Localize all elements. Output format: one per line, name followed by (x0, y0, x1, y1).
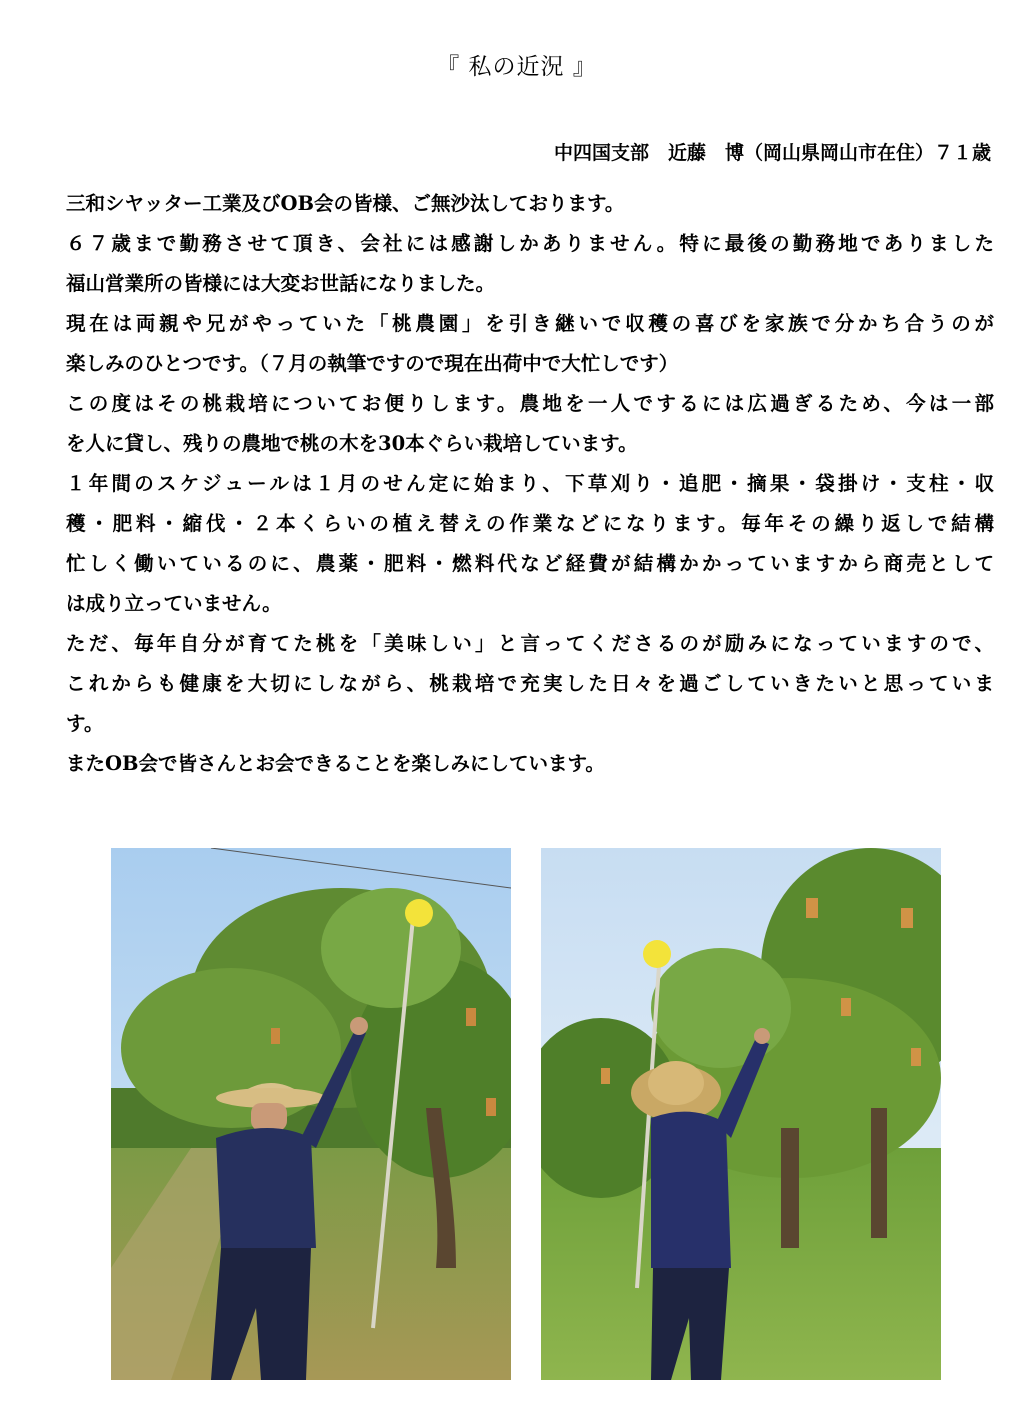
peach-orchard-photo-icon (111, 848, 511, 1380)
body-line: ６７歳まで勤務させて頂き、会社には感謝しかありません。特に最後の勤務地でありました (66, 232, 994, 255)
body-line: １年間のスケジュールは１月のせん定に始まり、下草刈り・追肥・摘果・袋掛け・支柱・収 (66, 472, 994, 495)
body-line: ただ、毎年自分が育てた桃を「美味しい」と言ってくださるのが励みになっていますので、 (66, 632, 994, 655)
body-line: 現在は両親や兄がやっていた「桃農園」を引き継いで収穫の喜びを家族で分かち合うのが (66, 312, 994, 335)
body-line: は成り立っていません。 (66, 592, 282, 615)
body-line: 三和シヤッター工業及びOB会の皆様、ご無沙汰しております。 (66, 192, 625, 215)
body-line: 穫・肥料・縮伐・２本くらいの植え替えの作業などになります。毎年その繰り返しで結構 (66, 512, 994, 535)
article-title: 『 私の近況 』 (436, 54, 597, 80)
body-line: 楽しみのひとつです。（７月の執筆ですので現在出荷中で大忙しです） (66, 352, 679, 375)
orchard-photo-right (541, 848, 941, 1380)
body-line: またOB会で皆さんとお会できることを楽しみにしています。 (66, 752, 605, 775)
body-line: この度はその桃栽培についてお便りします。農地を一人でするには広過ぎるため、今は一部 (66, 392, 994, 415)
body-line: これからも健康を大切にしながら、桃栽培で充実した日々を過ごしていきたいと思っていま (66, 672, 994, 695)
body-line: 忙しく働いているのに、農薬・肥料・燃料代など経費が結構かかっていますから商売として (66, 552, 994, 575)
body-line: す。 (66, 712, 104, 735)
body-line: 福山営業所の皆様には大変お世話になりました。 (66, 272, 496, 295)
body-line: を人に貸し、残りの農地で桃の木を30本ぐらい栽培しています。 (66, 432, 638, 455)
peach-orchard-photo-icon (541, 848, 941, 1380)
author-line: 中四国支部 近藤 博（岡山県岡山市在住）７１歳 (553, 142, 991, 164)
article-body (66, 184, 994, 784)
orchard-photo-left (111, 848, 511, 1380)
